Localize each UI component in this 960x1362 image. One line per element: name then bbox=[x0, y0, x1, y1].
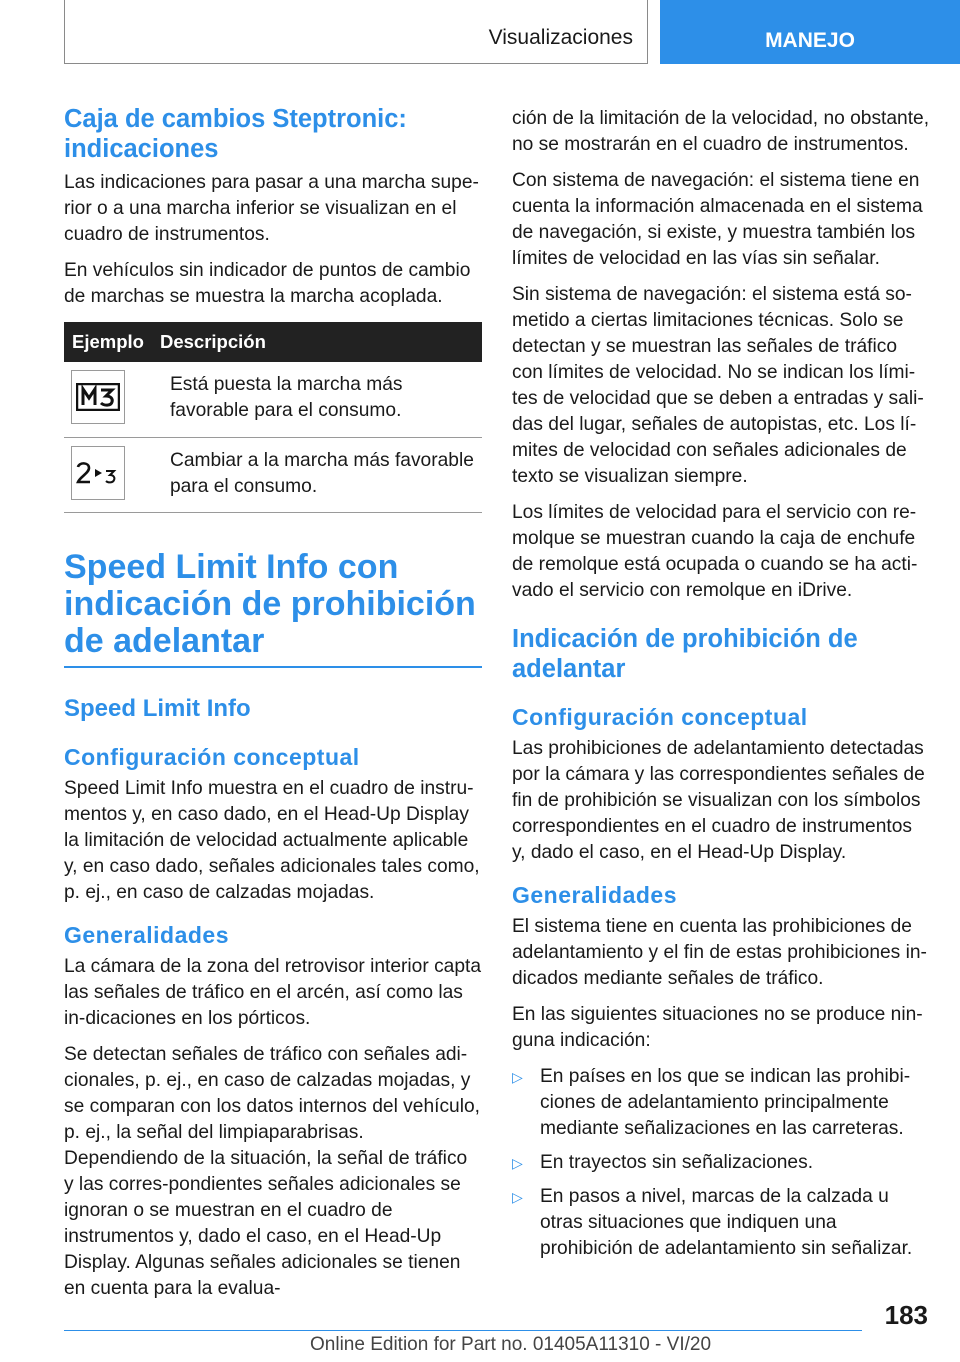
paragraph: El sistema tiene en cuenta las prohibiciones de adelantamiento y el fin de estas prohibiciones in‐dicados mediante señales de tráfico. bbox=[512, 916, 927, 989]
table-header-example: Ejemplo bbox=[64, 322, 152, 362]
list-item: ▷ En trayectos sin señalizaciones. bbox=[512, 1150, 930, 1176]
gear-indication-table bbox=[64, 322, 482, 513]
paragraph: Las indicaciones para pasar a una marcha supe‐rior o a una marcha inferior se visualizan en el cuadro de instrumentos. bbox=[64, 172, 479, 245]
gear-shift-suggestion-icon bbox=[71, 446, 125, 500]
speed-limit-heading-block bbox=[64, 549, 482, 668]
paragraph: Con sistema de navegación: el sistema tiene en cuenta la información almacenada en el sistema de navegación, si existe, y muestra también los límites de velocidad en las vías sin señalar. bbox=[512, 170, 923, 269]
table-header-description: Descripción bbox=[152, 322, 482, 362]
general-subheading: Generalidades bbox=[64, 921, 230, 948]
paragraph: La cámara de la zona del retrovisor interior capta las señales de tráfico en el arcén, así como las in‐dicaciones en los pórticos. bbox=[64, 955, 482, 1029]
table-row bbox=[64, 362, 482, 437]
header-section-title: Visualizaciones bbox=[488, 26, 633, 49]
paragraph: Speed Limit Info muestra en el cuadro de instru‐mentos y, en caso dado, en el Head-Up Display la limitación de velocidad actualmente aplicable y, en caso dado, señales adicionales tales como, p. ej., en caso de calzadas mojadas. bbox=[64, 777, 480, 903]
left-column bbox=[64, 104, 482, 1312]
paragraph: ción de la limitación de la velocidad, no obstante, no se mostrarán en el cuadro de instrumentos. bbox=[512, 108, 930, 155]
gear-m3-icon bbox=[71, 370, 125, 424]
steptronic-heading: Caja de cambios Steptronic: indicaciones bbox=[64, 105, 407, 163]
table-cell-symbol bbox=[64, 362, 152, 437]
table-cell-symbol bbox=[64, 437, 152, 512]
gear-shift-suggestion-icon bbox=[75, 460, 121, 486]
triangle-bullet-icon: ▷ bbox=[512, 1069, 523, 1085]
config-subheading: Configuración conceptual bbox=[512, 704, 808, 730]
table-row bbox=[64, 437, 482, 512]
header-tab bbox=[64, 0, 648, 64]
paragraph: Sin sistema de navegación: el sistema está so‐metido a ciertas limitaciones técnicas. Solo se detectan y se muestran las señales de tráfico con límites de velocidad. No se indican los lími‐tes de velocidad que se deben a entradas y sali‐das del lugar, señales de autopistas, etc. Los lí‐mites de velocidad con señales adicionales de texto se visualizan siempre. bbox=[512, 284, 924, 487]
table-cell-description: Cambiar a la marcha más favorable para el consumo. bbox=[152, 437, 482, 512]
triangle-bullet-icon: ▷ bbox=[512, 1189, 523, 1205]
speed-limit-heading: Speed Limit Info con indicación de prohibición de adelantar bbox=[64, 547, 476, 660]
header-chapter-tab: MANEJO bbox=[660, 0, 960, 64]
paragraph: Las prohibiciones de adelantamiento detectadas por la cámara y las correspondientes señales de fin de prohibición se visualizan con los símbolos correspondientes en el cuadro de instrumentos y, dado el caso, en el Head-Up Display. bbox=[512, 738, 925, 863]
bullet-list bbox=[512, 1064, 930, 1262]
footer-edition: Online Edition for Part no. 01405A11310 - VI/20 bbox=[310, 1334, 712, 1355]
overtaking-heading: Indicación de prohibición de adelantar bbox=[512, 625, 858, 683]
config-subheading: Configuración conceptual bbox=[64, 743, 360, 770]
page-number: 183 bbox=[884, 1300, 928, 1330]
footer-divider bbox=[64, 1330, 862, 1331]
list-item: ▷ En países en los que se indican las prohibi‐ciones de adelantamiento principalmente mediante señalizaciones en las carreteras. bbox=[512, 1066, 911, 1139]
table-cell-description: Está puesta la marcha más favorable para el consumo. bbox=[152, 362, 482, 437]
triangle-bullet-icon: ▷ bbox=[512, 1155, 523, 1171]
general-subheading: Generalidades bbox=[512, 882, 678, 908]
list-item: ▷ En pasos a nivel, marcas de la calzada u otras situaciones que indiquen una prohibición de adelantamiento sin señalizar. bbox=[512, 1186, 913, 1259]
right-column bbox=[512, 106, 930, 1270]
speed-limit-info-subheading: Speed Limit Info bbox=[64, 694, 251, 722]
paragraph: Los límites de velocidad para el servicio con re‐molque se muestran cuando la caja de enchufe de remolque está ocupada o cuando se ha acti‐vado el servicio con remolque en iDrive. bbox=[512, 502, 918, 601]
paragraph: Se detectan señales de tráfico con señales adi‐cionales, p. ej., en caso de calzadas mojadas, y se comparan con los datos internos del vehículo, p. ej., la señal del limpiaparabrisas. Dependiendo de la situación, la señal de tráfico y las corres‐pondientes señales adicionales se ignoran o se muestran en el cuadro de instrumentos y, dado el caso, en el Head-Up Display. Algunas señales adicionales se tienen en cuenta para la evalua‐ bbox=[64, 1043, 480, 1299]
gear-m3-icon bbox=[76, 383, 120, 411]
paragraph: En las siguientes situaciones no se produce nin‐guna indicación: bbox=[512, 1004, 923, 1051]
table-header-row bbox=[64, 322, 482, 362]
paragraph: En vehículos sin indicador de puntos de cambio de marchas se muestra la marcha acoplada. bbox=[64, 260, 471, 307]
